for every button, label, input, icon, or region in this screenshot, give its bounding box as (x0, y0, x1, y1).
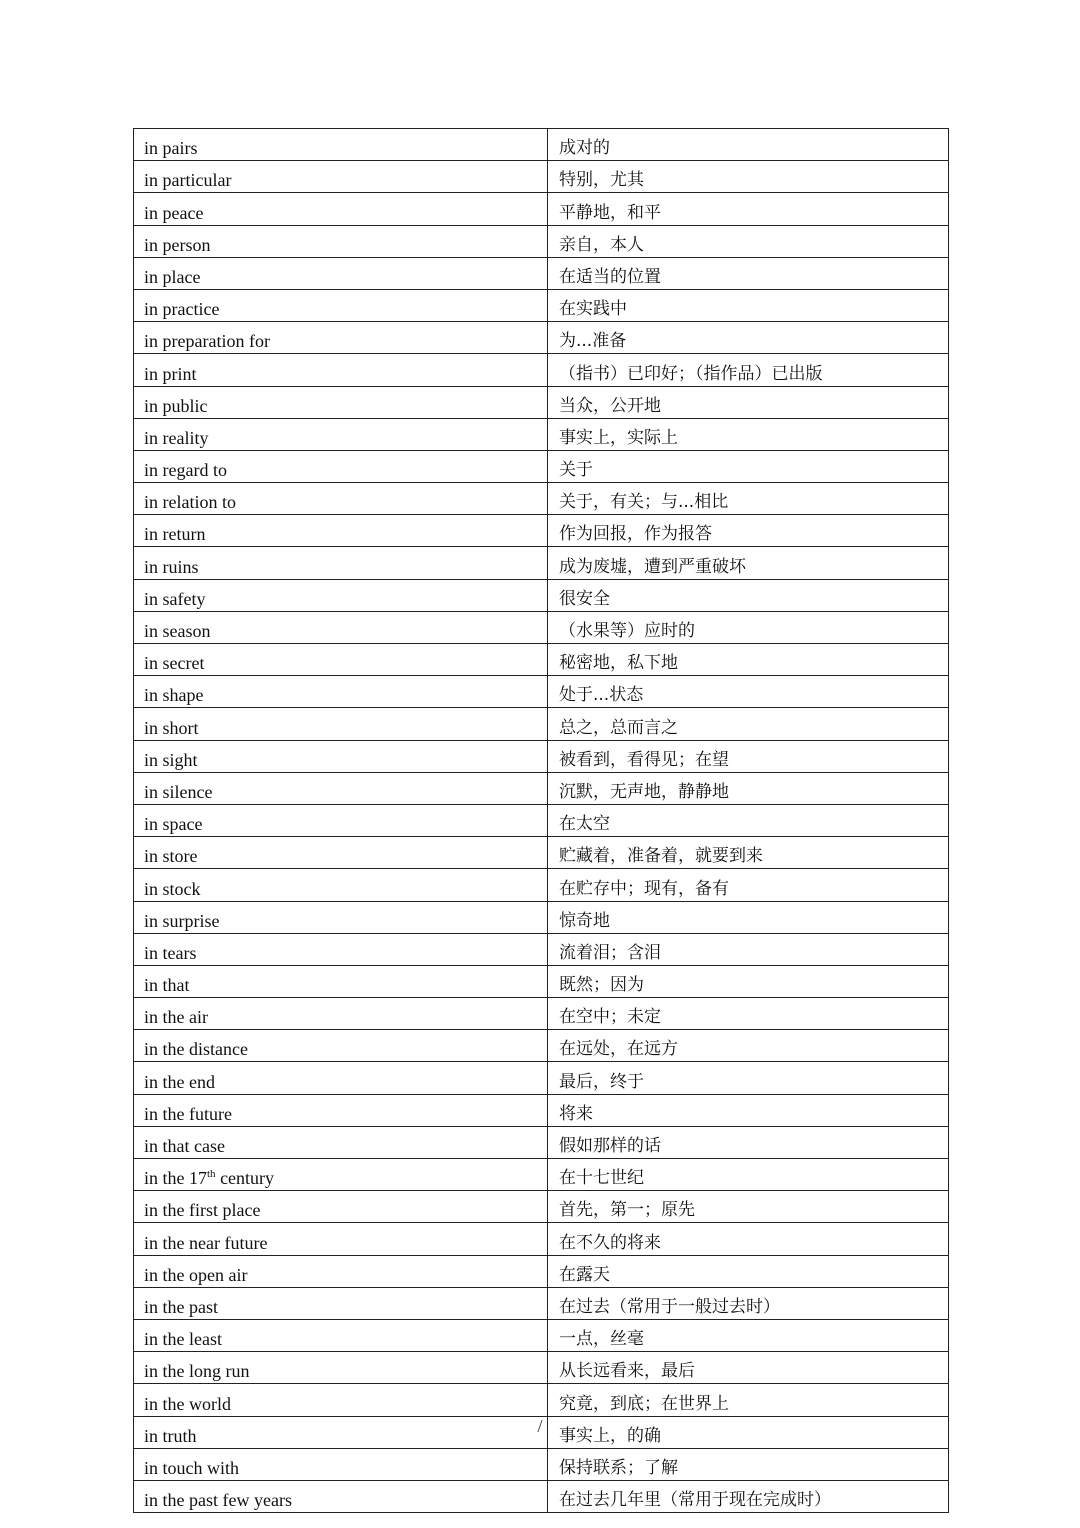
english-phrase: in tears (144, 942, 197, 963)
chinese-meaning-cell (548, 579, 949, 611)
chinese-meaning: 首先，第一；原先 (559, 1200, 695, 1221)
english-phrase: in secret (144, 653, 205, 674)
page-number: / (537, 1416, 543, 1436)
chinese-meaning: （水果等）应时的 (559, 621, 695, 641)
chinese-meaning: 被看到，看得见；在望 (559, 749, 729, 770)
chinese-meaning-cell (548, 1223, 949, 1255)
english-phrase-cell (134, 354, 548, 386)
chinese-meaning-cell (548, 1126, 949, 1158)
english-phrase: in stock (144, 878, 201, 899)
table-row (134, 1384, 949, 1416)
english-phrase-cell (134, 386, 548, 418)
english-phrase: in season (144, 621, 211, 641)
chinese-meaning-cell (548, 1448, 949, 1480)
chinese-meaning-cell (548, 998, 949, 1030)
table-row (134, 386, 949, 418)
chinese-meaning: 既然；因为 (559, 975, 644, 996)
english-phrase-tail: century (215, 1168, 275, 1189)
english-phrase: in the past (144, 1296, 218, 1317)
chinese-meaning: 关于 (559, 460, 593, 481)
chinese-meaning-cell (548, 740, 949, 772)
chinese-meaning: 当众，公开地 (559, 395, 661, 416)
table-row (134, 1255, 949, 1287)
table-row (134, 644, 949, 676)
chinese-meaning: 保持联系；了解 (559, 1457, 678, 1478)
english-phrase-cell (134, 772, 548, 804)
english-phrase-cell (134, 225, 548, 257)
english-phrase: in safety (144, 588, 206, 609)
table-row (134, 1448, 949, 1480)
chinese-meaning-cell (548, 1030, 949, 1062)
table-row (134, 804, 949, 836)
english-phrase-cell (134, 1255, 548, 1287)
english-phrase: in the near future (144, 1232, 268, 1253)
chinese-meaning-cell (548, 676, 949, 708)
phrase-table (133, 128, 949, 1513)
chinese-meaning-cell (548, 1480, 949, 1512)
ordinal-superscript: th (207, 1168, 216, 1181)
chinese-meaning-cell (548, 225, 949, 257)
table-row (134, 225, 949, 257)
table-row (134, 483, 949, 515)
chinese-meaning-cell (548, 354, 949, 386)
english-phrase: in public (144, 395, 208, 416)
english-phrase-cell (134, 1191, 548, 1223)
chinese-meaning-cell (548, 257, 949, 289)
chinese-meaning-cell (548, 322, 949, 354)
chinese-meaning: 关于，有关；与...相比 (559, 492, 729, 513)
chinese-meaning: 在不久的将来 (559, 1232, 661, 1253)
english-phrase: in ruins (144, 556, 199, 577)
english-phrase: in person (144, 234, 211, 255)
english-phrase: in store (144, 846, 198, 867)
table-row (134, 1126, 949, 1158)
english-phrase-cell (134, 193, 548, 225)
table-row (134, 1319, 949, 1351)
chinese-meaning: 一点，丝毫 (559, 1329, 644, 1350)
table-row (134, 1287, 949, 1319)
chinese-meaning-cell (548, 1384, 949, 1416)
chinese-meaning: 事实上，实际上 (559, 427, 678, 448)
english-phrase-cell (134, 740, 548, 772)
chinese-meaning-cell (548, 547, 949, 579)
table-row (134, 1352, 949, 1384)
chinese-meaning-cell (548, 1352, 949, 1384)
table-row (134, 1223, 949, 1255)
chinese-meaning-cell (548, 965, 949, 997)
english-phrase-cell (134, 1319, 548, 1351)
english-phrase: in the long run (144, 1361, 250, 1382)
chinese-meaning: 在空中；未定 (559, 1007, 661, 1028)
table-row (134, 515, 949, 547)
english-phrase-cell (134, 676, 548, 708)
chinese-meaning-cell (548, 193, 949, 225)
table-row (134, 837, 949, 869)
table-row (134, 869, 949, 901)
english-phrase-cell (134, 1480, 548, 1512)
chinese-meaning: 亲自，本人 (559, 234, 644, 255)
chinese-meaning-cell (548, 901, 949, 933)
chinese-meaning-cell (548, 515, 949, 547)
english-phrase-cell (134, 161, 548, 193)
chinese-meaning-cell (548, 386, 949, 418)
english-phrase: in peace (144, 202, 204, 223)
chinese-meaning-cell (548, 418, 949, 450)
chinese-meaning-cell (548, 129, 949, 161)
table-row (134, 965, 949, 997)
english-phrase-cell (134, 289, 548, 321)
english-phrase-cell (134, 418, 548, 450)
table-row (134, 676, 949, 708)
chinese-meaning: 总之，总而言之 (559, 717, 678, 738)
english-phrase: in the 17 (144, 1168, 207, 1189)
english-phrase-cell (134, 1352, 548, 1384)
chinese-meaning-cell (548, 1319, 949, 1351)
english-phrase-cell (134, 1030, 548, 1062)
phrase-table-body (134, 129, 949, 1513)
english-phrase: in space (144, 814, 203, 835)
english-phrase: in place (144, 266, 201, 287)
chinese-meaning-cell (548, 772, 949, 804)
chinese-meaning: 平静地，和平 (559, 202, 661, 223)
english-phrase: in sight (144, 749, 198, 770)
table-row (134, 933, 949, 965)
table-row (134, 1480, 949, 1512)
english-phrase-cell (134, 804, 548, 836)
table-row (134, 161, 949, 193)
english-phrase-cell (134, 1384, 548, 1416)
english-phrase-cell (134, 644, 548, 676)
chinese-meaning: 处于...状态 (559, 685, 644, 706)
english-phrase: in the end (144, 1071, 215, 1092)
table-row (134, 708, 949, 740)
table-row (134, 322, 949, 354)
chinese-meaning: 沉默，无声地，静静地 (559, 781, 729, 802)
english-phrase-cell (134, 1223, 548, 1255)
table-row (134, 611, 949, 643)
chinese-meaning: （指书）已印好；（指作品）已出版 (559, 363, 823, 384)
english-phrase-cell (134, 901, 548, 933)
english-phrase-cell (134, 257, 548, 289)
chinese-meaning: 最后，终于 (559, 1071, 644, 1092)
chinese-meaning-cell (548, 611, 949, 643)
english-phrase-cell (134, 322, 548, 354)
chinese-meaning: 在适当的位置 (559, 266, 661, 287)
table-row (134, 998, 949, 1030)
chinese-meaning-cell (548, 1191, 949, 1223)
chinese-meaning: 事实上，的确 (559, 1425, 661, 1446)
english-phrase: in the open air (144, 1264, 248, 1285)
english-phrase-cell (134, 450, 548, 482)
chinese-meaning: 秘密地，私下地 (559, 653, 678, 674)
english-phrase-cell (134, 1287, 548, 1319)
chinese-meaning: 在太空 (559, 814, 610, 835)
chinese-meaning: 在过去几年里（常用于现在完成时） (559, 1490, 831, 1511)
table-row (134, 450, 949, 482)
english-phrase: in truth (144, 1425, 197, 1446)
chinese-meaning-cell (548, 837, 949, 869)
chinese-meaning-cell (548, 869, 949, 901)
chinese-meaning-cell (548, 644, 949, 676)
chinese-meaning-cell (548, 708, 949, 740)
chinese-meaning: 贮藏着，准备着，就要到来 (559, 846, 763, 867)
english-phrase: in regard to (144, 460, 227, 481)
chinese-meaning-cell (548, 161, 949, 193)
english-phrase: in short (144, 717, 199, 738)
english-phrase-cell (134, 708, 548, 740)
chinese-meaning: 很安全 (559, 588, 610, 609)
chinese-meaning: 为...准备 (559, 331, 627, 352)
table-row (134, 1094, 949, 1126)
english-phrase: in silence (144, 781, 213, 802)
english-phrase-cell (134, 579, 548, 611)
chinese-meaning: 成对的 (559, 138, 610, 159)
chinese-meaning: 成为废墟，遭到严重破坏 (559, 556, 746, 577)
table-row (134, 1159, 949, 1191)
english-phrase-cell (134, 547, 548, 579)
english-phrase: in preparation for (144, 331, 270, 352)
chinese-meaning: 在十七世纪 (559, 1168, 644, 1189)
chinese-meaning: 在过去（常用于一般过去时） (559, 1296, 780, 1317)
chinese-meaning: 在远处，在远方 (559, 1039, 678, 1060)
english-phrase: in surprise (144, 910, 220, 931)
table-row (134, 354, 949, 386)
chinese-meaning: 在露天 (559, 1264, 610, 1285)
english-phrase-cell (134, 998, 548, 1030)
table-row (134, 579, 949, 611)
chinese-meaning: 在实践中 (559, 299, 627, 320)
chinese-meaning-cell (548, 1159, 949, 1191)
chinese-meaning: 作为回报，作为报答 (559, 524, 712, 545)
chinese-meaning: 究竟，到底；在世界上 (559, 1393, 729, 1414)
english-phrase: in relation to (144, 492, 236, 513)
table-row (134, 289, 949, 321)
english-phrase: in print (144, 363, 197, 384)
chinese-meaning-cell (548, 1062, 949, 1094)
english-phrase-cell (134, 1448, 548, 1480)
english-phrase: in shape (144, 685, 204, 706)
table-row (134, 740, 949, 772)
english-phrase: in return (144, 524, 206, 545)
english-phrase: in the future (144, 1103, 232, 1124)
table-row (134, 772, 949, 804)
chinese-meaning-cell (548, 933, 949, 965)
english-phrase-cell (134, 483, 548, 515)
chinese-meaning: 假如那样的话 (559, 1136, 661, 1156)
english-phrase: in the least (144, 1329, 222, 1350)
table-row (134, 193, 949, 225)
chinese-meaning: 特别，尤其 (559, 170, 644, 191)
english-phrase-cell (134, 837, 548, 869)
chinese-meaning-cell (548, 1287, 949, 1319)
english-phrase: in the first place (144, 1200, 261, 1221)
english-phrase: in touch with (144, 1457, 239, 1478)
english-phrase: in particular (144, 170, 232, 191)
english-phrase: in that case (144, 1136, 225, 1156)
english-phrase: in the world (144, 1393, 231, 1414)
english-phrase-cell (134, 1159, 548, 1191)
table-row (134, 257, 949, 289)
english-phrase: in that (144, 975, 190, 996)
english-phrase: in the air (144, 1007, 208, 1028)
english-phrase-cell (134, 1062, 548, 1094)
chinese-meaning-cell (548, 1094, 949, 1126)
english-phrase-cell (134, 129, 548, 161)
english-phrase-cell (134, 965, 548, 997)
english-phrase-cell (134, 933, 548, 965)
chinese-meaning: 将来 (559, 1103, 593, 1124)
english-phrase-cell (134, 869, 548, 901)
english-phrase-cell (134, 611, 548, 643)
english-phrase-cell (134, 1126, 548, 1158)
english-phrase: in the past few years (144, 1490, 292, 1511)
table-row (134, 1191, 949, 1223)
table-row (134, 547, 949, 579)
chinese-meaning: 流着泪；含泪 (559, 942, 661, 963)
table-row (134, 418, 949, 450)
chinese-meaning-cell (548, 1255, 949, 1287)
chinese-meaning: 惊奇地 (559, 910, 610, 931)
english-phrase-cell (134, 515, 548, 547)
table-row (134, 901, 949, 933)
english-phrase: in the distance (144, 1039, 248, 1060)
chinese-meaning: 在贮存中；现有，备有 (559, 878, 729, 899)
chinese-meaning-cell (548, 483, 949, 515)
english-phrase: in pairs (144, 138, 198, 159)
chinese-meaning-cell (548, 289, 949, 321)
table-row (134, 1030, 949, 1062)
chinese-meaning: 从长远看来，最后 (559, 1361, 695, 1382)
chinese-meaning-cell (548, 450, 949, 482)
english-phrase-cell (134, 1094, 548, 1126)
table-row (134, 129, 949, 161)
english-phrase: in practice (144, 299, 220, 320)
english-phrase: in reality (144, 427, 209, 448)
chinese-meaning-cell (548, 804, 949, 836)
table-row (134, 1062, 949, 1094)
